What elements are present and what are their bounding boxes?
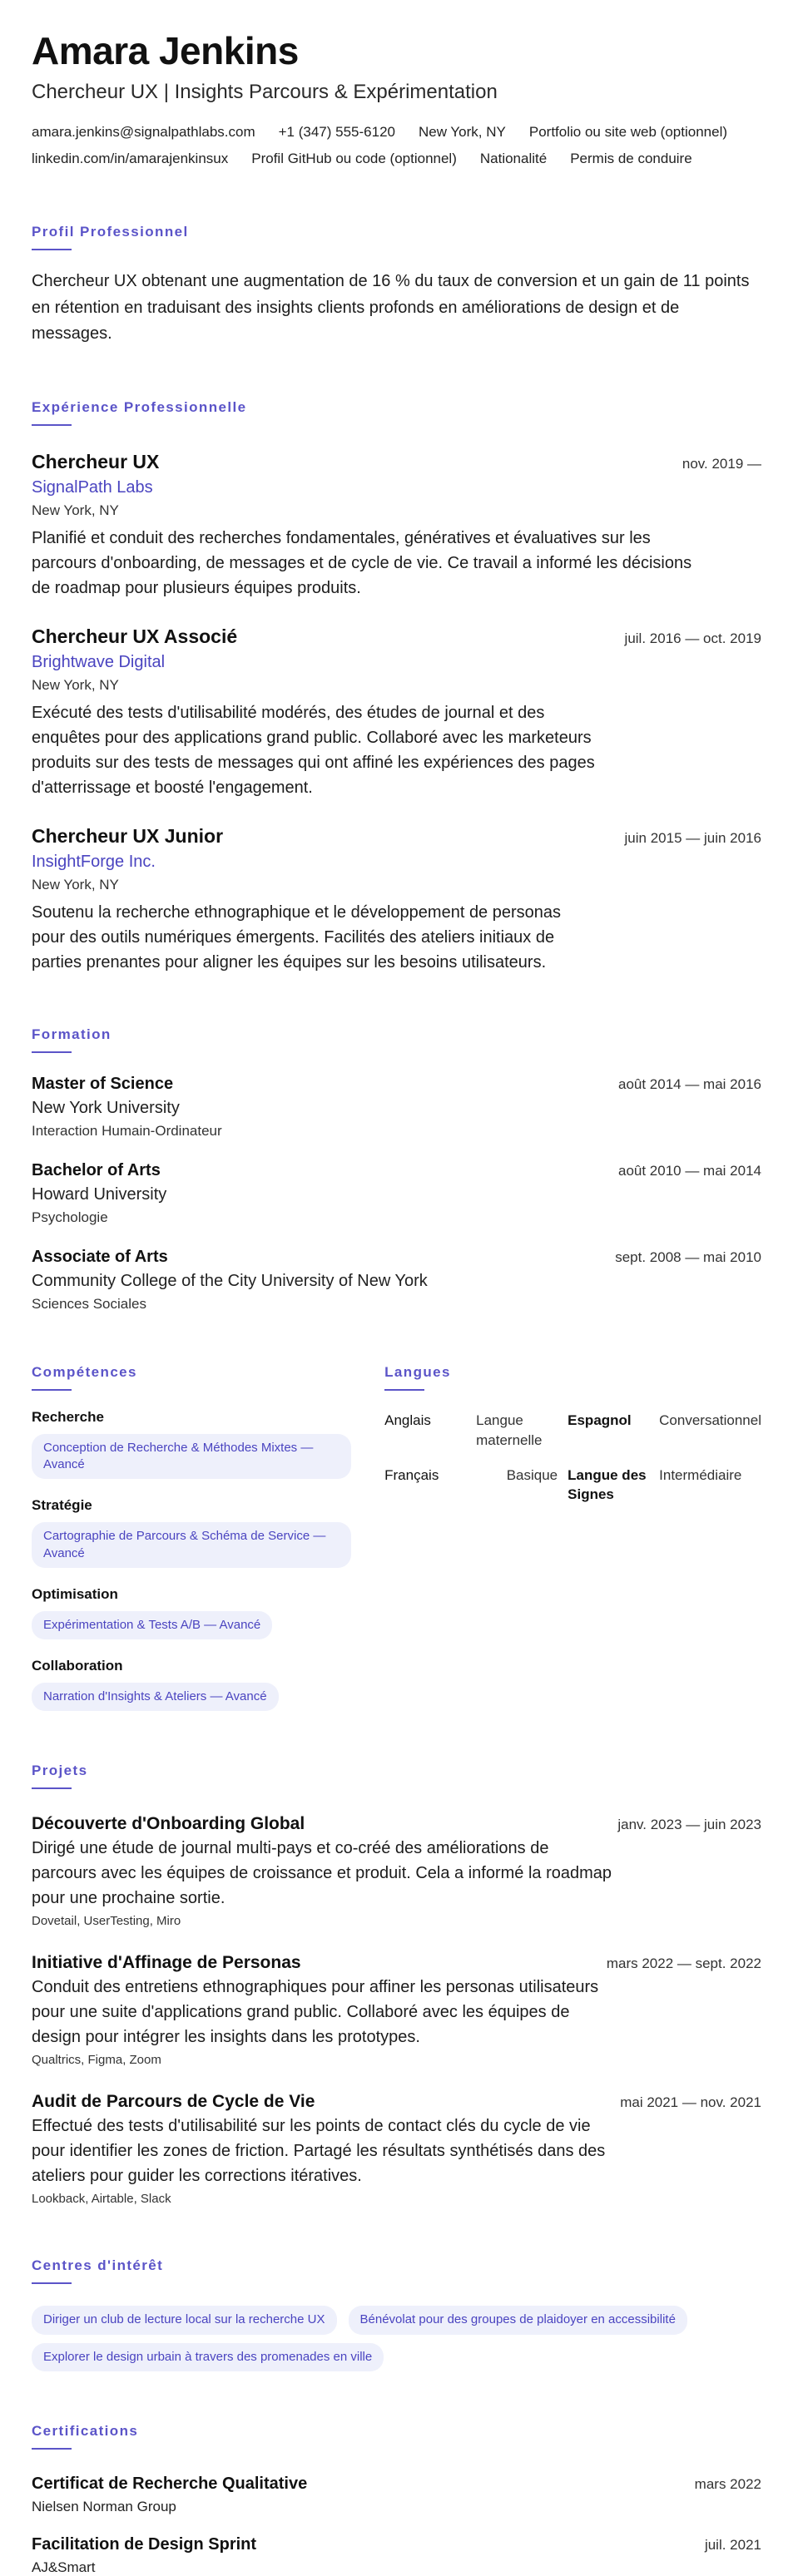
education-item <box>32 1248 761 1313</box>
language-level: Langue maternelle <box>476 1412 543 1448</box>
job-description: Planifié et conduit des recherches fondamentales, génératives et évaluatives sur les parcours d'onboarding, de messages et de cycle de vie. Ce travail a informé les décisions de roadmap pour plusieurs équipes produits. <box>32 528 692 597</box>
education-degree: Associate of Arts <box>32 1247 168 1266</box>
language-name: Espagnol <box>567 1412 632 1428</box>
candidate-name: Amara Jenkins <box>32 29 299 72</box>
certification-item <box>32 2475 761 2515</box>
section-title-education: Formation <box>32 1026 112 1042</box>
skill-category: Recherche <box>32 1408 104 1425</box>
project-name: Audit de Parcours de Cycle de Vie <box>32 2092 315 2112</box>
interest-chip: Bénévolat pour des groupes de plaidoyer en accessibilité <box>349 2306 687 2334</box>
education-school: Community College of the City University of New York <box>32 1271 428 1290</box>
education-field: Interaction Humain-Ordinateur <box>32 1122 222 1139</box>
job-title: Chercheur UX Junior <box>32 824 224 847</box>
education-school: Howard University <box>32 1184 167 1204</box>
job-location: New York, NY <box>32 676 119 693</box>
education-field: Psychologie <box>32 1209 108 1225</box>
section-divider <box>32 2448 72 2450</box>
certification-name: Certificat de Recherche Qualitative <box>32 2474 308 2493</box>
certification-issuer: Nielsen Norman Group <box>32 2498 176 2514</box>
language-name: Langue des Signes <box>567 1466 647 1503</box>
education-dates: sept. 2008 — mai 2010 <box>615 1248 761 1265</box>
contact-github[interactable]: Profil GitHub ou code (optionnel) <box>251 150 457 166</box>
contact-portfolio[interactable]: Portfolio ou site web (optionnel) <box>528 123 728 140</box>
job-company: SignalPath Labs <box>32 477 153 497</box>
certification-item <box>32 2535 761 2576</box>
language-level: Intermédiaire <box>659 1466 742 1483</box>
section-divider <box>32 424 72 426</box>
contact-location: New York, NY <box>418 123 506 140</box>
contact-nationality: Nationalité <box>479 150 548 166</box>
certification-date: juil. 2021 <box>704 2536 761 2553</box>
language-level: Basique <box>506 1466 558 1483</box>
project-description: Effectué des tests d'utilisabilité sur les points de contact clés du cycle de vie pour identifier les zones de friction. Partagé les résultats synthétisés dans des ateliers pour guider les corrections itératives. <box>32 2117 606 2186</box>
job-description: Exécuté des tests d'utilisabilité modérés, des études de journal et des enquêtes pour des applications grand public. Collaboré avec les marketeurs produits sur des tests de messages qui ont affiné les expériences des pages d'atterrissage et boosté l'engagement. <box>32 703 595 797</box>
skill-chip: Expérimentation & Tests A/B — Avancé <box>32 1611 272 1639</box>
education-degree: Bachelor of Arts <box>32 1160 161 1179</box>
languages-column <box>384 1313 761 1712</box>
project-description: Conduit des entretiens ethnographiques pour affiner les personas utilisateurs pour une suite d'applications grand public. Collaboré avec les équipes de design pour intégrer les insights dans les prototypes. <box>32 1978 599 2047</box>
project-tools: Qualtrics, Figma, Zoom <box>32 2053 161 2068</box>
contact-email[interactable]: amara.jenkins@signalpathlabs.com <box>32 123 255 140</box>
candidate-headline: Chercheur UX | Insights Parcours & Expérimentation <box>32 80 498 103</box>
job-company: InsightForge Inc. <box>32 852 156 871</box>
interest-chip: Explorer le design urbain à travers des promenades en ville <box>32 2343 384 2371</box>
education-school: New York University <box>32 1098 180 1117</box>
certification-issuer: AJ&Smart <box>32 2559 96 2575</box>
contact-info <box>32 119 761 173</box>
education-item <box>32 1075 761 1140</box>
section-divider <box>32 2282 72 2284</box>
contact-linkedin[interactable]: linkedin.com/in/amarajenkinsux <box>32 150 229 166</box>
interest-chip: Diriger un club de lecture local sur la recherche UX <box>32 2306 337 2334</box>
section-title-experience: Expérience Professionnelle <box>32 398 247 415</box>
section-title-projects: Projets <box>32 1763 88 1779</box>
section-title-languages: Langues <box>384 1363 451 1380</box>
skill-category: Stratégie <box>32 1497 92 1514</box>
job-company: Brightwave Digital <box>32 652 166 671</box>
job-title: Chercheur UX Associé <box>32 625 238 647</box>
project-item <box>32 1814 761 1928</box>
skill-category: Collaboration <box>32 1658 123 1674</box>
language-level: Conversationnel <box>659 1412 761 1428</box>
job-title: Chercheur UX <box>32 450 160 472</box>
education-item <box>32 1161 761 1226</box>
project-tools: Lookback, Airtable, Slack <box>32 2192 171 2207</box>
section-divider <box>32 1787 72 1789</box>
certification-date: mars 2022 <box>694 2475 761 2492</box>
section-title-interests: Centres d'intérêt <box>32 2257 164 2274</box>
job-dates: juin 2015 — juin 2016 <box>624 829 761 846</box>
job-description: Soutenu la recherche ethnographique et le développement de personas pour des outils numériques émergents. Facilités des ateliers initiaux de parties prenantes pour aligner les équipes sur les besoins utilisateurs. <box>32 902 562 972</box>
project-item <box>32 1953 761 2067</box>
experience-item <box>32 825 761 975</box>
skill-chip: Conception de Recherche & Méthodes Mixtes — Avancé <box>32 1434 351 1480</box>
skill-category: Optimisation <box>32 1585 118 1602</box>
interests-list <box>32 2306 761 2371</box>
experience-item <box>32 451 761 601</box>
certification-name: Facilitation de Design Sprint <box>32 2534 257 2554</box>
project-item <box>32 2092 761 2206</box>
languages-list <box>384 1411 761 1505</box>
project-dates: janv. 2023 — juin 2023 <box>617 1817 761 1833</box>
contact-phone[interactable]: +1 (347) 555-6120 <box>278 123 395 140</box>
project-dates: mai 2021 — nov. 2021 <box>620 2094 761 2111</box>
project-description: Dirigé une étude de journal multi-pays et co-créé des améliorations de parcours avec les équipes de croissance et produit. Cela a informé la roadmap pour une prochaine sortie. <box>32 1839 612 1908</box>
education-dates: août 2014 — mai 2016 <box>617 1075 761 1092</box>
education-degree: Master of Science <box>32 1074 174 1093</box>
section-divider <box>32 249 72 250</box>
education-dates: août 2010 — mai 2014 <box>617 1162 761 1179</box>
job-location: New York, NY <box>32 876 119 892</box>
section-divider <box>32 1051 72 1053</box>
project-tools: Dovetail, UserTesting, Miro <box>32 1914 181 1929</box>
resume-header <box>32 30 761 172</box>
section-title-profile: Profil Professionnel <box>32 224 189 240</box>
skills-column <box>32 1313 351 1712</box>
experience-item <box>32 625 761 800</box>
section-title-skills: Compétences <box>32 1363 137 1380</box>
language-name: Anglais <box>384 1412 431 1428</box>
skill-chip: Cartographie de Parcours & Schéma de Service — Avancé <box>32 1522 351 1568</box>
language-name: Français <box>384 1466 439 1483</box>
job-location: New York, NY <box>32 502 119 518</box>
project-name: Découverte d'Onboarding Global <box>32 1814 305 1834</box>
profile-summary: Chercheur UX obtenant une augmentation de 16 % du taux de conversion et un gain de 11 points en rétention en traduisant des insights clients profonds en améliorations de design et de messages. <box>32 272 750 344</box>
skills-languages-row <box>32 1313 761 1712</box>
section-divider <box>32 1389 72 1391</box>
job-dates: juil. 2016 — oct. 2019 <box>624 630 761 646</box>
skill-chip: Narration d'Insights & Ateliers — Avancé <box>32 1683 279 1711</box>
job-dates: nov. 2019 — <box>681 455 761 472</box>
contact-driving-license: Permis de conduire <box>570 150 692 166</box>
section-divider <box>384 1389 424 1391</box>
project-name: Initiative d'Affinage de Personas <box>32 1953 301 1973</box>
section-title-certifications: Certifications <box>32 2422 139 2439</box>
education-field: Sciences Sociales <box>32 1295 146 1312</box>
project-dates: mars 2022 — sept. 2022 <box>606 1955 761 1972</box>
